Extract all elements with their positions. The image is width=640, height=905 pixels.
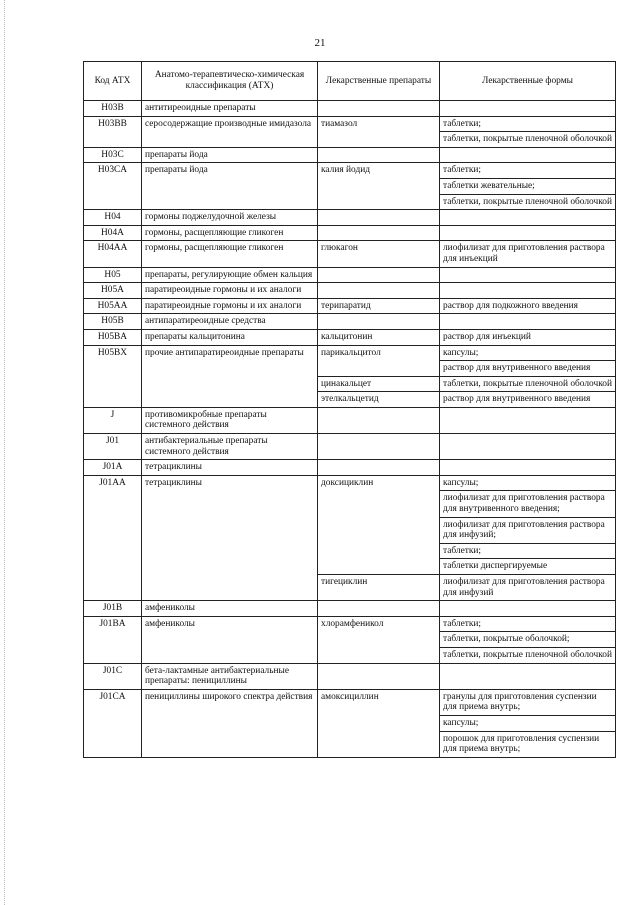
table-row: [84, 460, 616, 476]
classification-cell: амфениколы: [142, 601, 318, 617]
classification-cell: пенициллины широкого спектра действия: [142, 689, 318, 757]
dosage-form-cell: капсулы;: [440, 475, 616, 491]
table-row: [84, 283, 616, 299]
drug-cell: [318, 210, 440, 226]
atx-code-cell: J01CA: [84, 689, 142, 757]
atx-code-cell: H05B: [84, 314, 142, 330]
drug-cell: [318, 407, 440, 433]
drug-cell: [318, 225, 440, 241]
dosage-form-cell: таблетки;: [440, 543, 616, 559]
classification-cell: серосодержащие производные имидазола: [142, 116, 318, 147]
header-forms: Лекарственные формы: [440, 62, 616, 101]
classification-cell: гормоны, расщепляющие гликоген: [142, 241, 318, 267]
dosage-form-cell: раствор для внутривенного введения: [440, 392, 616, 408]
atx-code-cell: J01A: [84, 460, 142, 476]
atx-code-cell: J: [84, 407, 142, 433]
atx-code-cell: H03CA: [84, 163, 142, 210]
dosage-form-cell: таблетки, покрытые пленочной оболочкой: [440, 132, 616, 148]
drug-cell: [318, 663, 440, 689]
atx-code-cell: H03C: [84, 147, 142, 163]
dosage-form-cell: [440, 225, 616, 241]
drug-cell: тигециклин: [318, 575, 440, 601]
table-row: [84, 663, 616, 689]
drug-cell: этелкальцетид: [318, 392, 440, 408]
table-row: [84, 210, 616, 226]
classification-cell: паратиреоидные гормоны и их аналоги: [142, 283, 318, 299]
drug-cell: доксициклин: [318, 475, 440, 574]
atx-code-cell: H05BA: [84, 329, 142, 345]
dosage-form-cell: лиофилизат для приготовления раствора для внутривенного введения;: [440, 491, 616, 517]
atx-code-cell: H04: [84, 210, 142, 226]
atx-code-cell: H05AA: [84, 298, 142, 314]
dosage-form-cell: таблетки жевательные;: [440, 178, 616, 194]
dosage-form-cell: [440, 101, 616, 117]
atx-code-cell: H05: [84, 267, 142, 283]
table-row: [84, 314, 616, 330]
classification-cell: гормоны, расщепляющие гликоген: [142, 225, 318, 241]
table-row: [84, 163, 616, 179]
dosage-form-cell: таблетки, покрытые оболочкой;: [440, 632, 616, 648]
atx-code-cell: J01: [84, 434, 142, 460]
table-header-row: [84, 62, 616, 101]
dosage-form-cell: таблетки, покрытые пленочной оболочкой: [440, 647, 616, 663]
classification-cell: гормоны поджелудочной железы: [142, 210, 318, 226]
header-code: Код АТХ: [84, 62, 142, 101]
table-row: [84, 116, 616, 132]
table-body: [84, 101, 616, 758]
drug-cell: [318, 147, 440, 163]
drug-cell: [318, 601, 440, 617]
drug-cell: [318, 101, 440, 117]
classification-cell: препараты кальцитонина: [142, 329, 318, 345]
drug-cell: [318, 267, 440, 283]
table-row: [84, 329, 616, 345]
classification-cell: тетрациклины: [142, 460, 318, 476]
classification-cell: антипаратиреоидные средства: [142, 314, 318, 330]
dosage-form-cell: таблетки;: [440, 116, 616, 132]
table-row: [84, 147, 616, 163]
drug-cell: хлорамфеникол: [318, 616, 440, 663]
classification-cell: препараты йода: [142, 147, 318, 163]
dosage-form-cell: таблетки;: [440, 163, 616, 179]
classification-cell: противомикробные препараты системного действия: [142, 407, 318, 433]
dosage-form-cell: лиофилизат для приготовления раствора для инъекций: [440, 241, 616, 267]
table-row: [84, 407, 616, 433]
dosage-form-cell: [440, 407, 616, 433]
dosage-form-cell: лиофилизат для приготовления раствора для инфузий;: [440, 517, 616, 543]
dosage-form-cell: раствор для подкожного введения: [440, 298, 616, 314]
header-classification: Анатомо-терапевтическо-химическая классификация (АТХ): [142, 62, 318, 101]
drug-cell: амоксициллин: [318, 689, 440, 757]
classification-cell: препараты, регулирующие обмен кальция: [142, 267, 318, 283]
table-row: [84, 601, 616, 617]
dosage-form-cell: порошок для приготовления суспензии для приема внутрь;: [440, 731, 616, 757]
drug-cell: цинакальцет: [318, 376, 440, 392]
classification-cell: паратиреоидные гормоны и их аналоги: [142, 298, 318, 314]
dosage-form-cell: [440, 283, 616, 299]
drug-cell: калия йодид: [318, 163, 440, 210]
table-row: [84, 434, 616, 460]
dosage-form-cell: [440, 460, 616, 476]
drug-cell: [318, 283, 440, 299]
table-row: [84, 689, 616, 715]
atx-code-cell: H05BX: [84, 345, 142, 407]
drug-cell: парикальцитол: [318, 345, 440, 376]
dosage-form-cell: [440, 314, 616, 330]
classification-cell: препараты йода: [142, 163, 318, 210]
drug-cell: [318, 460, 440, 476]
drug-cell: [318, 434, 440, 460]
dosage-form-cell: раствор для внутривенного введения: [440, 361, 616, 377]
drug-cell: кальцитонин: [318, 329, 440, 345]
dosage-form-cell: [440, 434, 616, 460]
table-row: [84, 475, 616, 491]
drug-cell: глюкагон: [318, 241, 440, 267]
classification-cell: антитиреоидные препараты: [142, 101, 318, 117]
atx-code-cell: H03BB: [84, 116, 142, 147]
atx-code-cell: H03B: [84, 101, 142, 117]
atx-table: [83, 61, 616, 758]
table-row: [84, 616, 616, 632]
classification-cell: бета-лактамные антибактериальные препараты: пенициллины: [142, 663, 318, 689]
dosage-form-cell: капсулы;: [440, 345, 616, 361]
atx-code-cell: H05A: [84, 283, 142, 299]
classification-cell: прочие антипаратиреоидные препараты: [142, 345, 318, 407]
dosage-form-cell: гранулы для приготовления суспензии для приема внутрь;: [440, 689, 616, 715]
classification-cell: тетрациклины: [142, 475, 318, 600]
table-row: [84, 267, 616, 283]
atx-code-cell: J01C: [84, 663, 142, 689]
dosage-form-cell: [440, 601, 616, 617]
table-row: [84, 241, 616, 267]
table-row: [84, 101, 616, 117]
drug-cell: [318, 314, 440, 330]
dosage-form-cell: таблетки, покрытые пленочной оболочкой: [440, 194, 616, 210]
drug-cell: терипаратид: [318, 298, 440, 314]
header-drugs: Лекарственные препараты: [318, 62, 440, 101]
dosage-form-cell: таблетки, покрытые пленочной оболочкой: [440, 376, 616, 392]
atx-code-cell: H04A: [84, 225, 142, 241]
atx-code-cell: J01B: [84, 601, 142, 617]
dosage-form-cell: [440, 210, 616, 226]
dosage-form-cell: раствор для инъекций: [440, 329, 616, 345]
classification-cell: антибактериальные препараты системного действия: [142, 434, 318, 460]
scan-margin-line: [4, 0, 5, 905]
dosage-form-cell: таблетки;: [440, 616, 616, 632]
table-row: [84, 298, 616, 314]
table-row: [84, 345, 616, 361]
page-number: 21: [314, 37, 326, 49]
table-row: [84, 225, 616, 241]
dosage-form-cell: [440, 267, 616, 283]
atx-code-cell: H04AA: [84, 241, 142, 267]
dosage-form-cell: [440, 147, 616, 163]
atx-code-cell: J01BA: [84, 616, 142, 663]
dosage-form-cell: таблетки диспергируемые: [440, 559, 616, 575]
dosage-form-cell: [440, 663, 616, 689]
classification-cell: амфениколы: [142, 616, 318, 663]
atx-code-cell: J01AA: [84, 475, 142, 600]
drug-cell: тиамазол: [318, 116, 440, 147]
dosage-form-cell: лиофилизат для приготовления раствора для инфузий: [440, 575, 616, 601]
dosage-form-cell: капсулы;: [440, 715, 616, 731]
